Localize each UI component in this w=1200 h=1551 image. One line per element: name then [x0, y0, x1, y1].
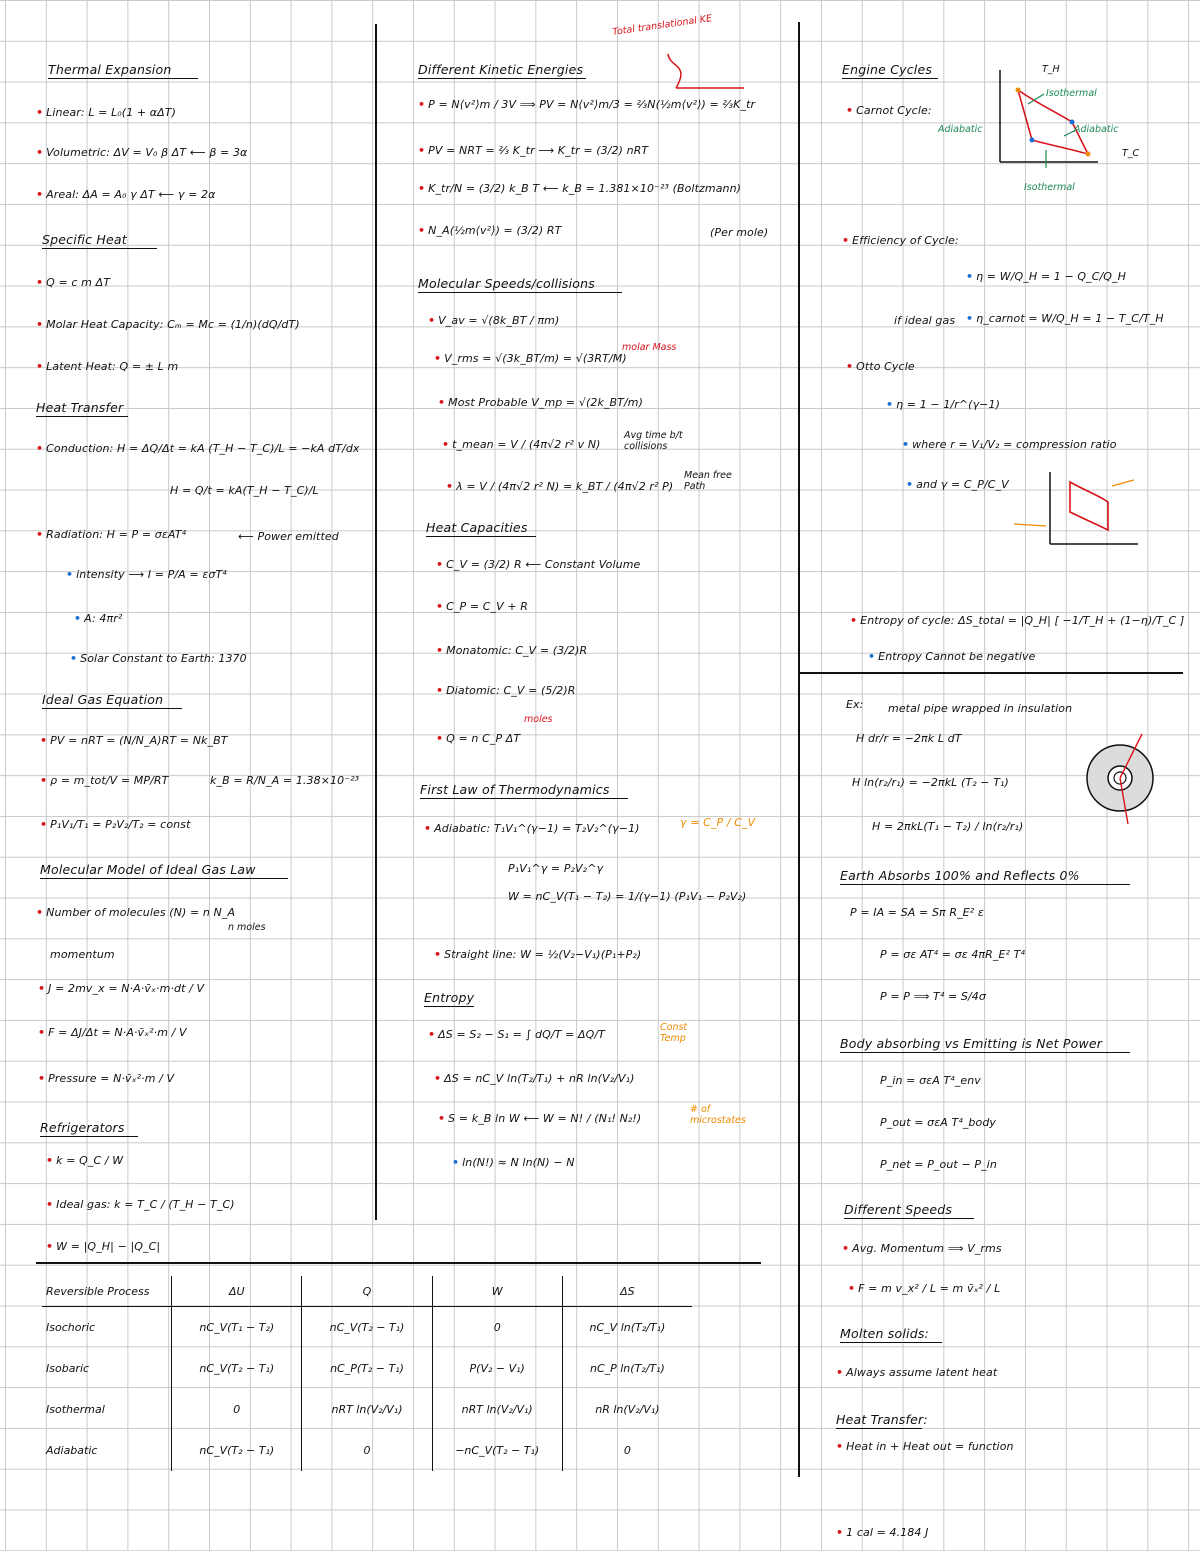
eq-boltzmann: k_B = R/N_A = 1.38×10⁻²³ [210, 774, 360, 787]
eq-cop: • k = Q_C / W [46, 1154, 124, 1167]
heading-otto-cycle: • Otto Cycle [846, 360, 915, 373]
heading-kinetic-energies: Different Kinetic Energies [418, 62, 586, 79]
table-header: Reversible Process [42, 1276, 172, 1307]
note-entropy-nonnegative: • Entropy Cannot be negative [868, 650, 1036, 663]
eq-q-ncpdt: • Q = n C_P ΔT [436, 732, 521, 745]
heading-first-law: First Law of Thermodynamics [420, 782, 628, 799]
table-cell: nRT ln(V₂/V₁) [432, 1389, 562, 1430]
eq-cv: • C_V = (3/2) R ⟵ Constant Volume [436, 558, 641, 571]
eq-ktr-per-molecule: • K_tr/N = (3/2) k_B T ⟵ k_B = 1.381×10⁻²³ (Boltzmann) [418, 182, 742, 195]
table-cell: P(V₂ − V₁) [432, 1348, 562, 1389]
eq-pressure: • Pressure = N·v̄ₓ²·m / V [38, 1072, 175, 1085]
column-divider-right [798, 22, 800, 1477]
table-header: W [432, 1276, 562, 1307]
table-cell: 0 [432, 1307, 562, 1349]
note-avg-time: Avg time b/t collisions [624, 430, 683, 452]
eq-latent-heat: • Latent Heat: Q = ± L m [36, 360, 179, 373]
eq-pressure-kinetic: • P = N⟨v²⟩m / 3V ⟹ PV = N⟨v²⟩m/3 = ⅔N(½m⟨v²⟩) = ⅔K_tr [418, 98, 756, 111]
note-molar-mass: molar Mass [622, 342, 677, 353]
eq-efficiency: • η = W/Q_H = 1 − Q_C/Q_H [966, 270, 1127, 283]
table-top-rule [36, 1262, 761, 1264]
heading-heat-transfer: Heat Transfer [36, 400, 128, 417]
table-cell: nRT ln(V₂/V₁) [302, 1389, 432, 1430]
table-row [42, 1348, 692, 1389]
table-header-row [42, 1276, 692, 1307]
otto-pv-diagram [1042, 468, 1152, 558]
table-row [42, 1389, 692, 1430]
note-gamma: • and γ = C_P/C_V [906, 478, 1009, 491]
eq-straight-line-work: • Straight line: W = ½(V₂−V₁)(P₁+P₂) [434, 948, 642, 961]
table-cell: nR ln(V₂/V₁) [595, 1403, 660, 1416]
label-adiabatic-left: Adiabatic [938, 124, 983, 135]
eq-v-rms: • V_rms = √(3k_BT/m) = √(3RT/M) [434, 352, 627, 365]
reversible-process-table [42, 1276, 692, 1471]
section-divider-right [798, 672, 1183, 674]
label-th: T_H [1042, 64, 1060, 75]
note-compression-ratio: • where r = V₁/V₂ = compression ratio [902, 438, 1117, 451]
eq-ideal-gas-law: • PV = nRT = (N/N_A)RT = Nk_BT [40, 734, 228, 747]
label-adiabatic-right: Adiabatic [1074, 124, 1119, 135]
eq-force-speed: • F = m v_x² / L = m v̄ₓ² / L [848, 1282, 1001, 1295]
eq-monatomic: • Monatomic: C_V = (3/2)R [436, 644, 588, 657]
table-header: ΔS [562, 1276, 692, 1307]
note-momentum: momentum [50, 948, 115, 961]
table-cell: nC_P(T₂ − T₁) [302, 1348, 432, 1389]
eq-areal-expansion: • Areal: ΔA = A₀ γ ΔT ⟵ γ = 2α [36, 188, 216, 201]
table-cell: 0 [172, 1389, 302, 1430]
heading-molten-solids: Molten solids: [840, 1326, 942, 1343]
heading-body-absorbing: Body absorbing vs Emitting is Net Power [840, 1036, 1130, 1053]
eq-ktr-per-mole: • N_A(½m⟨v²⟩) = (3/2) RT [418, 224, 562, 237]
eq-adiabatic-tv: • Adiabatic: T₁V₁^(γ−1) = T₂V₂^(γ−1) [424, 822, 640, 835]
eq-power-net: P_net = P_out − P_in [880, 1158, 997, 1171]
heading-entropy: Entropy [424, 990, 475, 1005]
table-cell: 0 [623, 1444, 631, 1457]
pipe-cross-section-diagram [1080, 740, 1160, 820]
table-cell: nC_V(T₂ − T₁) [172, 1348, 302, 1389]
heading-heat-transfer-2: Heat Transfer: [836, 1412, 928, 1427]
note-microstates: # of microstates [690, 1104, 746, 1126]
eq-diatomic: • Diatomic: C_V = (5/2)R [436, 684, 576, 697]
note-n-moles: n moles [228, 922, 266, 933]
note-moles: moles [524, 714, 553, 725]
table-cell: nC_V(T₂ − T₁) [302, 1307, 432, 1349]
table-cell: nC_V ln(T₂/T₁) [589, 1321, 666, 1334]
column-divider-left [375, 24, 377, 1220]
table-cell: nC_V(T₂ − T₁) [172, 1430, 302, 1471]
eq-stirling: • ln(N!) ≈ N ln(N) − N [452, 1156, 575, 1169]
heading-engine-cycles: Engine Cycles [842, 62, 938, 79]
eq-entropy-ideal-gas: • ΔS = nC_V ln(T₂/T₁) + nR ln(V₂/V₁) [434, 1072, 635, 1085]
heading-thermal-expansion: Thermal Expansion [48, 62, 198, 79]
label-isothermal-top: Isothermal [1046, 88, 1097, 99]
note-avg-momentum: • Avg. Momentum ⟹ V_rms [842, 1242, 1002, 1255]
eq-conduction: • Conduction: H = ΔQ/Δt = kA (T_H − T_C)/L = −kA dT/dx [36, 442, 360, 455]
heading-heat-capacities: Heat Capacities [426, 520, 536, 537]
heading-specific-heat: Specific Heat [42, 232, 157, 249]
eq-carnot-efficiency: • η_carnot = W/Q_H = 1 − T_C/T_H [966, 312, 1164, 325]
table-cell: nC_V(T₁ − T₂) [172, 1307, 302, 1349]
table-cell: nC_P ln(T₂/T₁) [589, 1362, 665, 1375]
note-mean-free-path: Mean free Path [684, 470, 732, 492]
eq-power-out: P_out = σεA T⁴_body [880, 1116, 997, 1129]
eq-power-in: P_in = σεA T⁴_env [880, 1074, 981, 1087]
eq-linear-expansion: • Linear: L = L₀(1 + αΔT) [36, 106, 176, 119]
table-cell: 0 [302, 1430, 432, 1471]
table-header: ΔU [172, 1276, 302, 1307]
note-power-emitted: ⟵ Power emitted [238, 530, 339, 543]
eq-adiabatic-pv: P₁V₁^γ = P₂V₂^γ [508, 862, 604, 875]
eq-number-molecules: • Number of molecules (N) = n N_A [36, 906, 236, 919]
label-example: Ex: [846, 698, 864, 711]
eq-force: • F = ΔJ/Δt = N·A·v̄ₓ²·m / V [38, 1026, 187, 1039]
note-calorie: • 1 cal = 4.184 J [836, 1526, 929, 1539]
note-per-mole: (Per mole) [710, 226, 769, 239]
note-if-ideal-gas: if ideal gas [894, 314, 956, 327]
eq-combined-gas-law: • P₁V₁/T₁ = P₂V₂/T₂ = const [40, 818, 191, 831]
label-tc: T_C [1122, 148, 1140, 159]
eq-q-cmdt: • Q = c m ΔT [36, 276, 111, 289]
heading-different-speeds: Different Speeds [844, 1202, 974, 1219]
table-cell: −nC_V(T₂ − T₁) [432, 1430, 562, 1471]
eq-example-1: H dr/r = −2πk L dT [856, 732, 962, 745]
table-row [42, 1307, 692, 1349]
heading-efficiency: • Efficiency of Cycle: [842, 234, 959, 247]
note-const-temp: Const Temp [660, 1022, 688, 1044]
arrow-total-ke [640, 40, 760, 100]
eq-entropy-of-cycle: • Entropy of cycle: ΔS_total = |Q_H| [ −1/T_H + (1−η)/T_C ] [850, 614, 1185, 627]
example-description: metal pipe wrapped in insulation [888, 702, 1073, 715]
eq-entropy-change: • ΔS = S₂ − S₁ = ∫ dQ/T = ΔQ/T [428, 1028, 605, 1041]
eq-radiation: • Radiation: H = P = σεAT⁴ [36, 528, 187, 541]
eq-example-2: H ln(r₂/r₁) = −2πkL (T₂ − T₁) [852, 776, 1009, 789]
eq-conduction-2: H = Q/t = kA(T_H − T_C)/L [170, 484, 319, 497]
note-heat-balance: • Heat in + Heat out = function [836, 1440, 1014, 1453]
eq-solar-constant: • Solar Constant to Earth: 1370 [70, 652, 247, 665]
table-cell: Isochoric [42, 1307, 172, 1349]
heading-molecular-speeds: Molecular Speeds/collisions [418, 276, 622, 293]
eq-v-average: • V_av = √(8k_BT / πm) [428, 314, 560, 327]
eq-earth-power-in: P = IA = SA = Sπ R_E² ε [850, 906, 984, 919]
eq-cp: • C_P = C_V + R [436, 600, 529, 613]
eq-v-most-probable: • Most Probable V_mp = √(2k_BT/m) [438, 396, 643, 409]
note-latent-heat: • Always assume latent heat [836, 1366, 998, 1379]
table-cell: Adiabatic [42, 1430, 172, 1471]
eq-otto-efficiency: • η = 1 − 1/r^(γ−1) [886, 398, 1000, 411]
note-total-ke: Total translational KE [611, 13, 713, 38]
eq-boltzmann-entropy: • S = k_B ln W ⟵ W = N! / (N₁! N₂!) [438, 1112, 642, 1125]
eq-earth-temperature: P = P ⟹ T⁴ = S/4σ [880, 990, 986, 1003]
eq-example-3: H = 2πkL(T₁ − T₂) / ln(r₂/r₁) [872, 820, 1024, 833]
eq-adiabatic-work: W = nC_V(T₁ − T₂) = 1/(γ−1) (P₁V₁ − P₂V₂) [508, 890, 747, 903]
heading-molecular-model: Molecular Model of Ideal Gas Law [40, 862, 288, 879]
table-cell: Isothermal [42, 1389, 172, 1430]
eq-work: • W = |Q_H| − |Q_C| [46, 1240, 161, 1253]
eq-earth-power-out: P = σε AT⁴ = σε 4πR_E² T⁴ [880, 948, 1025, 961]
label-isothermal-bottom: Isothermal [1024, 182, 1075, 193]
eq-sphere-area: • A: 4πr² [74, 612, 123, 625]
eq-ideal-cop: • Ideal gas: k = T_C / (T_H − T_C) [46, 1198, 235, 1211]
table-row [42, 1430, 692, 1471]
heading-refrigerators: Refrigerators [40, 1120, 138, 1137]
eq-density: • ρ = m_tot/V = MP/RT [40, 774, 169, 787]
eq-ktr-nrt: • PV = NRT = ⅔ K_tr ⟶ K_tr = (3/2) nRT [418, 144, 649, 157]
table-cell: Isobaric [42, 1348, 172, 1389]
eq-mean-time: • t_mean = V / (4π√2 r² v N) [442, 438, 601, 451]
label-carnot-cycle: • Carnot Cycle: [846, 104, 932, 117]
heading-ideal-gas: Ideal Gas Equation [42, 692, 182, 709]
eq-impulse: • J = 2mv_x = N·A·v̄ₓ·m·dt / V [38, 982, 205, 995]
eq-molar-heat-capacity: • Molar Heat Capacity: Cₘ = Mc = (1/n)(dQ/dT) [36, 318, 300, 331]
eq-intensity: • intensity ⟶ I = P/A = εσT⁴ [66, 568, 227, 581]
eq-volumetric-expansion: • Volumetric: ΔV = V₀ β ΔT ⟵ β = 3α [36, 146, 248, 159]
heading-earth-absorbs: Earth Absorbs 100% and Reflects 0% [840, 868, 1130, 885]
eq-mean-free-path: • λ = V / (4π√2 r² N) = k_BT / (4π√2 r² P) [446, 480, 674, 493]
table-header: Q [302, 1276, 432, 1307]
eq-gamma-definition: γ = C_P / C_V [680, 816, 756, 829]
